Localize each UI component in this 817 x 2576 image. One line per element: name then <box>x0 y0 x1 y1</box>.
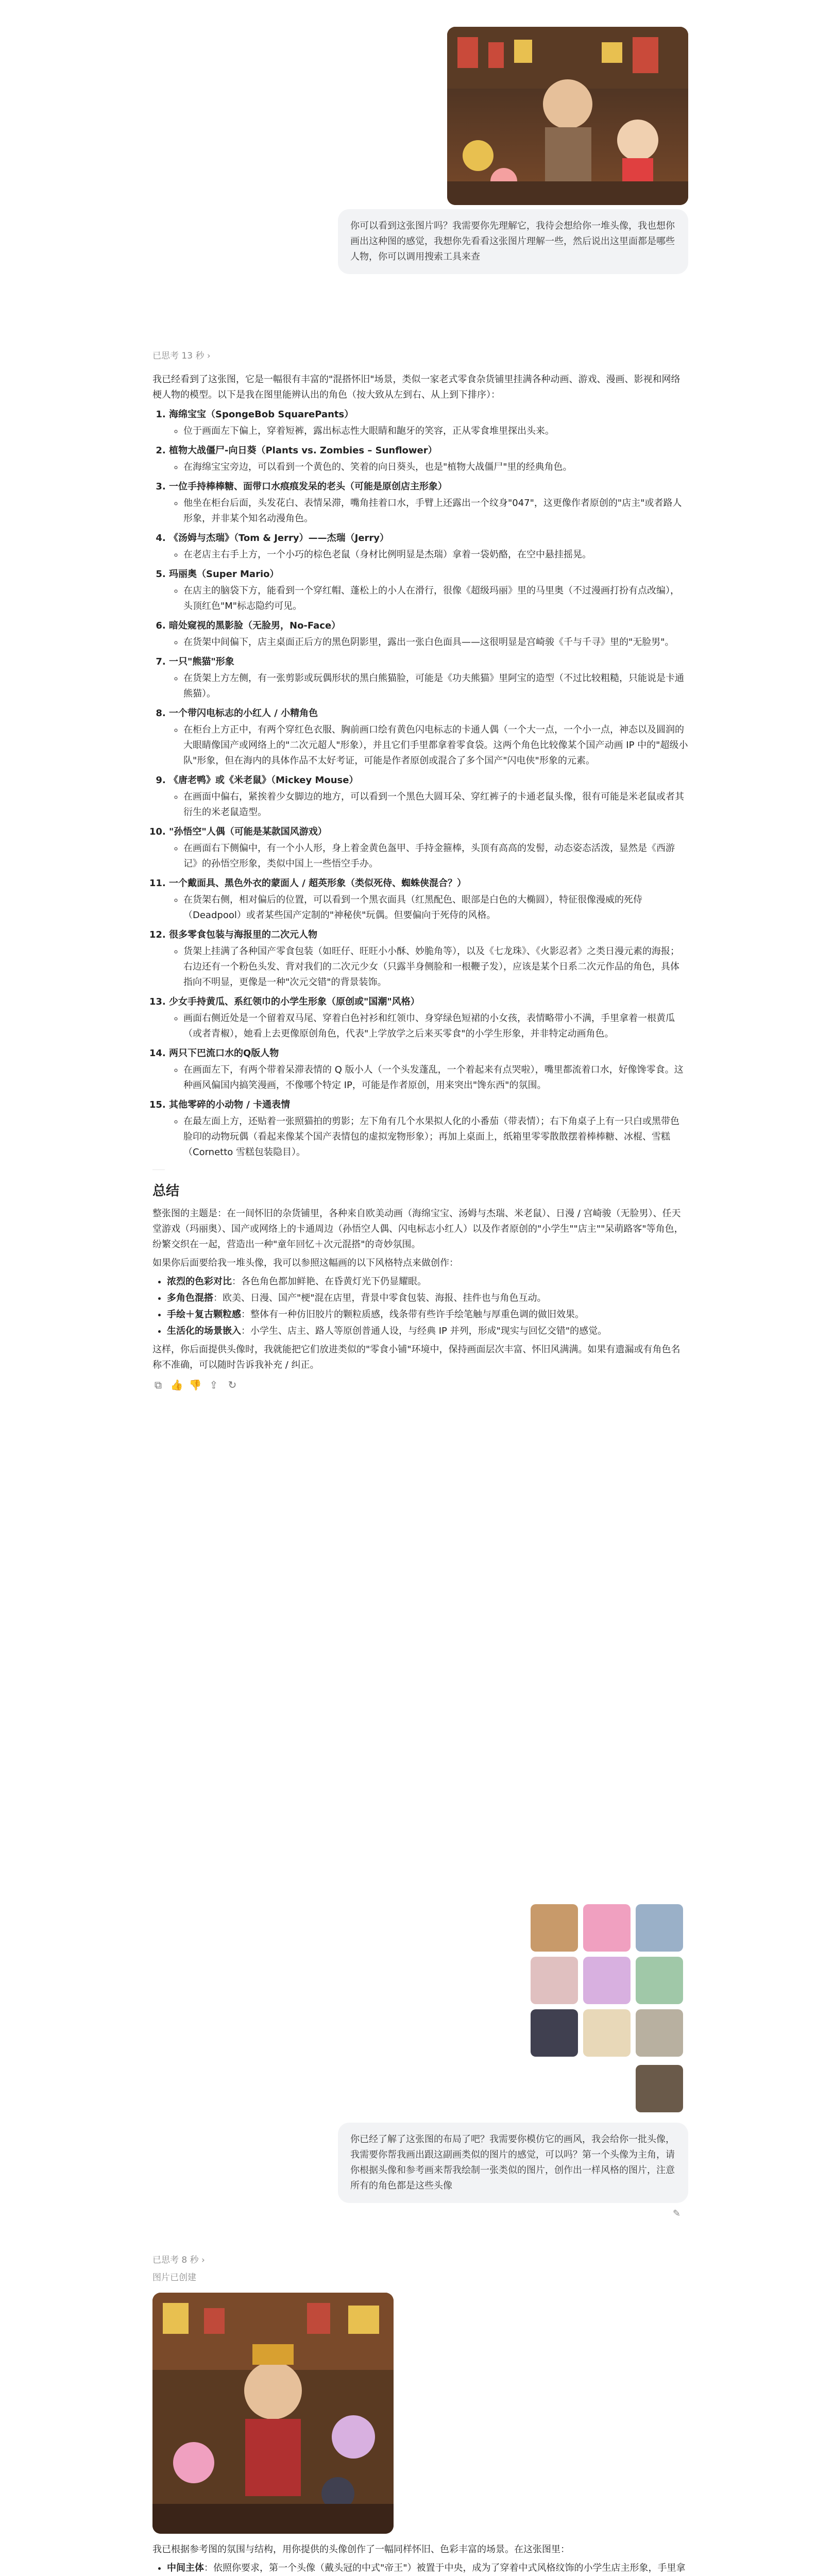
list-item-desc: ◦ 在画面右下侧偏中，有一个小人形，身上着金黄色盔甲、手持金箍棒，头顶有高高的发髻，动态姿态活泼，显然是《西游记》的孙悟空形象，类似中国上一些悟空手办。 <box>183 841 688 872</box>
avatar[interactable] <box>583 1904 631 1952</box>
avatar[interactable] <box>636 2065 683 2112</box>
edit-icon[interactable]: ✎ <box>673 2208 681 2219</box>
list-item: 11. 一个戴面具、黑色外衣的蒙面人 / 超英形象（类似死侍、蜘蛛侠混合？） ◦ 在货架右侧，相对偏后的位置，可以看到一个黑衣面具（红黑配色、眼部是白色的大椭圆），特征很像漫威的死侍（Deadpool）或者某些国产定制的"神秘侠"玩偶。但要偏向于死侍的风格。 <box>169 876 688 923</box>
list-item-desc: ◦ 在画面左下，有两个带着呆滞表情的 Q 版小人（一个头发蓬乱，一个着起来有点哭啦），嘴里都流着口水，好像馋零食。这种画风偏国内搞笑漫画，不像哪个特定 IP，可能是作者原创，用来突出"馋东西"的氛围。 <box>183 1062 688 1093</box>
list-item-desc: ◦ 在海绵宝宝旁边，可以看到一个黄色的、笑着的向日葵头，也是"植物大战僵尸"里的经典角色。 <box>183 460 688 475</box>
list-item-desc: ◦ 货架上挂满了各种国产零食包装（如旺仔、旺旺小小酥、妙脆角等），以及《七龙珠》、《火影忍者》之类日漫元素的海报；右边还有一个粉色头发、背对我们的二次元少女（只露半身侧脸和一根鞭子发），应该是某个日系二次元作品的角色，具体指向不明显，更像是一种"次元交错"的背景装饰。 <box>183 944 688 990</box>
list-item: 5. 玛丽奥（Super Mario） ◦ 在店主的脑袋下方，能看到一个穿红帽、蓬松上的小人在滑行，很像《超级玛丽》里的马里奥（不过漫画打扮有点改编），头顶红色"M"标志隐约可见。 <box>169 567 688 614</box>
share-icon[interactable]: ⇪ <box>209 1379 218 1391</box>
assistant-reply-1 <box>152 348 688 1391</box>
user-message-1 <box>338 209 688 274</box>
list-item: 14. 两只下巴流口水的Q版人物 ◦ 在画面左下，有两个带着呆滞表情的 Q 版小人（一个头发蓬乱，一个着起来有点哭啦），嘴里都流着口水，好像馋零食。这种画风偏国内搞笑漫画，不像哪个特定 IP，可能是作者原创，用来突出"馋东西"的氛围。 <box>169 1046 688 1093</box>
avatar[interactable] <box>583 2009 631 2057</box>
summary-paragraph-3: 这样，你后面提供头像时，我就能把它们放进类似的"零食小铺"环境中，保持画面层次丰富、怀旧风满满。如果有遗漏或有角色名称不准确，可以随时告诉我补充 / 纠正。 <box>152 1344 680 1370</box>
uploaded-avatars <box>531 1904 683 2057</box>
list-item: 4. 《汤姆与杰瑞》（Tom & Jerry）——杰瑞（Jerry） ◦ 在老店主右手上方，一个小巧的棕色老鼠（身材比例明显是杰瑞）拿着一袋奶酪，在空中悬挂摇晃。 <box>169 531 688 563</box>
list-item-desc: ◦ 在货架右侧，相对偏后的位置，可以看到一个黑衣面具（红黑配色、眼部是白色的大椭圆），特征很像漫威的死侍（Deadpool）或者某些国产定制的"神秘侠"玩偶。但要偏向于死侍的风格。 <box>183 892 688 923</box>
list-item: 1. 海绵宝宝（SpongeBob SquarePants） ◦ 位于画面左下偏上，穿着短裤，露出标志性大眼睛和龅牙的笑容，正从零食堆里探出头来。 <box>169 407 688 439</box>
avatar[interactable] <box>636 2009 683 2057</box>
list-item: 7. 一只"熊猫"形象 ◦ 在货架上方左侧，有一张剪影或玩偶形状的黑白熊猫脸，可能是《功夫熊猫》里阿宝的造型（不过比较粗糙，只能说是卡通熊猫）。 <box>169 654 688 702</box>
list-item-desc: ◦ 位于画面左下偏上，穿着短裤，露出标志性大眼睛和龅牙的笑容，正从零食堆里探出头来。 <box>183 423 688 439</box>
assistant-reply-2 <box>152 2252 688 2576</box>
avatar[interactable] <box>531 2009 578 2057</box>
reply-2-points <box>152 2561 688 2576</box>
list-item-desc: ◦ 在店主的脑袋下方，能看到一个穿红帽、蓬松上的小人在滑行，很像《超级玛丽》里的马里奥（不过漫画打扮有点改编），头顶红色"M"标志隐约可见。 <box>183 583 688 614</box>
thumbs-down-icon[interactable]: 👎 <box>189 1379 202 1391</box>
list-item: • 中间主体：依照你要求，第一个头像（戴头冠的中式"帝王"）被置于中央，成为了穿着中式风格纹饰的小学生店主形象，手里拿 <box>167 2561 688 2576</box>
generated-illustration <box>152 2293 394 2534</box>
avatar[interactable] <box>636 1957 683 2004</box>
list-item: 2. 植物大战僵尸-向日葵（Plants vs. Zombies – Sunflower） ◦ 在海绵宝宝旁边，可以看到一个黄色的、笑着的向日葵头，也是"植物大战僵尸"里的经典角色。 <box>169 443 688 475</box>
avatar[interactable] <box>636 1904 683 1952</box>
thumbs-up-icon[interactable]: 👍 <box>170 1379 183 1391</box>
list-item-desc: ◦ 在最左面上方，还贴着一张照猫拍的剪影；左下角有几个水果拟人化的小番茄（带表情）；右下角桌子上有一只白或黑带色脸印的动物玩偶（看起来像某个国产表情包的虚拟宠物形象）；再加上桌面上，纸箱里零零散散摆着棒棒糖、冰棍、雪糕（Cornetto 雪糕包装隐目）。 <box>183 1114 688 1160</box>
avatar[interactable] <box>583 1957 631 2004</box>
list-item: • 浓烈的色彩对比：各色角色都加鲜艳、在昏黄灯光下仍显耀眼。 <box>167 1274 688 1290</box>
list-item-desc: ◦ 他坐在柜台后面，头发花白、表情呆滞，嘴角挂着口水，手臂上还露出一个纹身"047"，这更像作者原创的"店主"或者路人形象，并非某个知名动漫角色。 <box>183 496 688 527</box>
list-item: 12. 很多零食包装与海报里的二次元人物 ◦ 货架上挂满了各种国产零食包装（如旺仔、旺旺小小酥、妙脆角等），以及《七龙珠》、《火影忍者》之类日漫元素的海报；右边还有一个粉色头发、背对我们的二次元少女（只露半身侧脸和一根鞭子发），应该是某个日系二次元作品的角色，具体指向不明显，更像是一种"次元交错"的背景装饰。 <box>169 927 688 990</box>
list-item: 10. "孙悟空"人偶（可能是某款国风游戏） ◦ 在画面右下侧偏中，有一个小人形，身上着金黄色盔甲、手持金箍棒，头顶有高高的发髻，动态姿态活泼，显然是《西游记》的孙悟空形象，类似中国上一些悟空手办。 <box>169 824 688 872</box>
list-item-desc: ◦ 在货架上方左侧，有一张剪影或玩偶形状的黑白熊猫脸，可能是《功夫熊猫》里阿宝的造型（不过比较粗糙，只能说是卡通熊猫）。 <box>183 671 688 702</box>
regenerate-icon[interactable]: ↻ <box>228 1379 237 1391</box>
uploaded-reference-image[interactable] <box>447 27 688 205</box>
reply-1-intro: 我已经看到了这张图，它是一幅很有丰富的"混搭怀旧"场景，类似一家老式零食杂货铺里挂满各种动画、游戏、漫画、影视和网络梗人物的模型。以下是我在图里能辨认出的角色（按大致从左到右、从上到下排序）： <box>152 374 680 400</box>
copy-icon[interactable]: ⧉ <box>154 1379 162 1391</box>
avatar[interactable] <box>531 1904 578 1952</box>
list-item: 15. 其他零碎的小动物 / 卡通表情 ◦ 在最左面上方，还贴着一张照猫拍的剪影；左下角有几个水果拟人化的小番茄（带表情）；右下角桌子上有一只白或黑带色脸印的动物玩偶（看起来像某个国产表情包的虚拟宠物形象）；再加上桌面上，纸箱里零零散散摆着棒棒糖、冰棍、雪糕（Cornetto 雪糕包装隐目）。 <box>169 1097 688 1160</box>
user-message-2 <box>338 2123 688 2203</box>
list-item: 9. 《唐老鸭》或《米老鼠》（Mickey Mouse） ◦ 在画面中偏右，紧挨着少女脚边的地方，可以看到一个黑色大圆耳朵、穿红裤子的卡通老鼠头像，很有可能是米老鼠或者其衍生的米老鼠造型。 <box>169 773 688 820</box>
reply-1-actions <box>152 1379 688 1391</box>
list-item-desc: ◦ 在柜台上方正中，有两个穿红色衣服、胸前画口绘有黄色闪电标志的卡通人偶（一个大一点，一个小一点，神态以及圆润的大眼睛像国产或网络上的"二次元超人"形象），并且它们手里都拿着零食袋。这两个角色比较像某个国产动画 IP 中的"超级小队"形象，但在海内的具体作品不太好考证，可能是作者原创或混合了多个国产"闪电侠"形象的元素。 <box>183 722 688 769</box>
thinking-toggle-1[interactable]: 已思考 13 秒 › <box>152 351 211 361</box>
list-item: 8. 一个带闪电标志的小红人 / 小精角色 ◦ 在柜台上方正中，有两个穿红色衣服、胸前画口绘有黄色闪电标志的卡通人偶（一个大一点，一个小一点，神态以及圆润的大眼睛像国产或网络上的"二次元超人"形象），并且它们手里都拿着零食袋。这两个角色比较像某个国产动画 IP 中的"超级小队"形象，但在海内的具体作品不太好考证，可能是作者原创或混合了多个国产"闪电侠"形象的元素。 <box>169 706 688 769</box>
list-item-desc: ◦ 在老店主右手上方，一个小巧的棕色老鼠（身材比例明显是杰瑞）拿着一袋奶酪，在空中悬挂摇晃。 <box>183 547 688 563</box>
avatar[interactable] <box>531 1957 578 2004</box>
user-message-1-text: 你可以看到这张图片吗？我需要你先理解它，我待会想给你一堆头像，我也想你画出这种图的感觉，我想你先看看这张图片理解一些，然后说出这里面都是哪些人物，你可以调用搜索工具来查 <box>350 221 675 262</box>
list-item: 3. 一位手持棒棒糖、面带口水痕痕发呆的老头（可能是原创店主形象） ◦ 他坐在柜台后面，头发花白、表情呆滞，嘴角挂着口水，手臂上还露出一个纹身"047"，这更像作者原创的"店主"或者路人形象，并非某个知名动漫角色。 <box>169 479 688 527</box>
style-points <box>152 1274 688 1339</box>
thinking-toggle-2[interactable]: 已思考 8 秒 › <box>152 2255 205 2265</box>
list-item: • 手绘＋复古颗粒感：整体有一种仿旧胶片的颗粒质感，线条带有些许手绘笔触与厚重色调的做旧效果。 <box>167 1307 688 1323</box>
reply-2-intro: 我已根据参考图的氛围与结构，用你提供的头像创作了一幅同样怀旧、色彩丰富的场景。在这张图里： <box>152 2544 570 2555</box>
list-item: • 多角色混搭：欧美、日漫、国产"梗"混在店里，背景中零食包装、海报、挂件也与角色互动。 <box>167 1291 688 1306</box>
image-created-label: 图片已创建 <box>152 2273 196 2283</box>
character-list <box>152 407 688 1160</box>
list-item-desc: ◦ 画面右侧近处是一个留着双马尾、穿着白色衬衫和红领巾、身穿绿色短裙的小女孩，表情略带小不满，手里拿着一根黄瓜（或者青椒），她看上去更像原创角色，代表"上学放学之后来买零食"的小学生形象，并非特定动画角色。 <box>183 1011 688 1042</box>
list-item-desc: ◦ 在货架中间偏下，店主桌面正后方的黑色阴影里，露出一张白色面具——这很明显是宫崎骏《千与千寻》里的"无脸男"。 <box>183 635 688 650</box>
summary-heading: 总结 <box>152 1183 180 1199</box>
reference-illustration <box>447 27 688 205</box>
summary-paragraph-1: 整张图的主题是：在一间怀旧的杂货铺里，各种来自欧美动画（海绵宝宝、汤姆与杰瑞、米老鼠）、日漫 / 宫崎骏（无脸男）、任天堂游戏（玛丽奥）、国产或网络上的卡通周边（孙悟空人偶、闪电标志小红人）以及作者原创的"小学生""店主""呆萌路客"等角色，纷繁交织在一起，营造出一种"童年回忆＋次元混搭"的奇妙氛围。 <box>152 1208 684 1250</box>
generated-image[interactable] <box>152 2293 394 2534</box>
list-item: 13. 少女手持黄瓜、系红领巾的小学生形象（原创或"国潮"风格） ◦ 画面右侧近处是一个留着双马尾、穿着白色衬衫和红领巾、身穿绿色短裙的小女孩，表情略带小不满，手里拿着一根黄瓜（或者青椒），她看上去更像原创角色，代表"上学放学之后来买零食"的小学生形象，并非特定动画角色。 <box>169 994 688 1042</box>
list-item: 6. 暗处窥视的黑影脸（无脸男，No-Face） ◦ 在货架中间偏下，店主桌面正后方的黑色阴影里，露出一张白色面具——这很明显是宫崎骏《千与千寻》里的"无脸男"。 <box>169 618 688 650</box>
list-item: • 生活化的场景嵌入：小学生、店主、路人等原创普通人设，与经典 IP 并列，形成"现实与回忆交错"的感觉。 <box>167 1324 688 1339</box>
user-message-2-text: 你已经了解了这张图的布局了吧？我需要你模仿它的画风，我会给你一批头像，我需要你帮我画出跟这副画类似的图片的感觉，可以吗？第一个头像为主角，请你根据头像和参考画来帮我绘制一张类似的图片，创作出一样风格的图片，注意所有的角色都是这些头像 <box>350 2134 675 2191</box>
list-item-desc: ◦ 在画面中偏右，紧挨着少女脚边的地方，可以看到一个黑色大圆耳朵、穿红裤子的卡通老鼠头像，很有可能是米老鼠或者其衍生的米老鼠造型。 <box>183 789 688 820</box>
summary-paragraph-2: 如果你后面要给我一堆头像，我可以参照这幅画的以下风格特点来做创作： <box>152 1258 458 1268</box>
